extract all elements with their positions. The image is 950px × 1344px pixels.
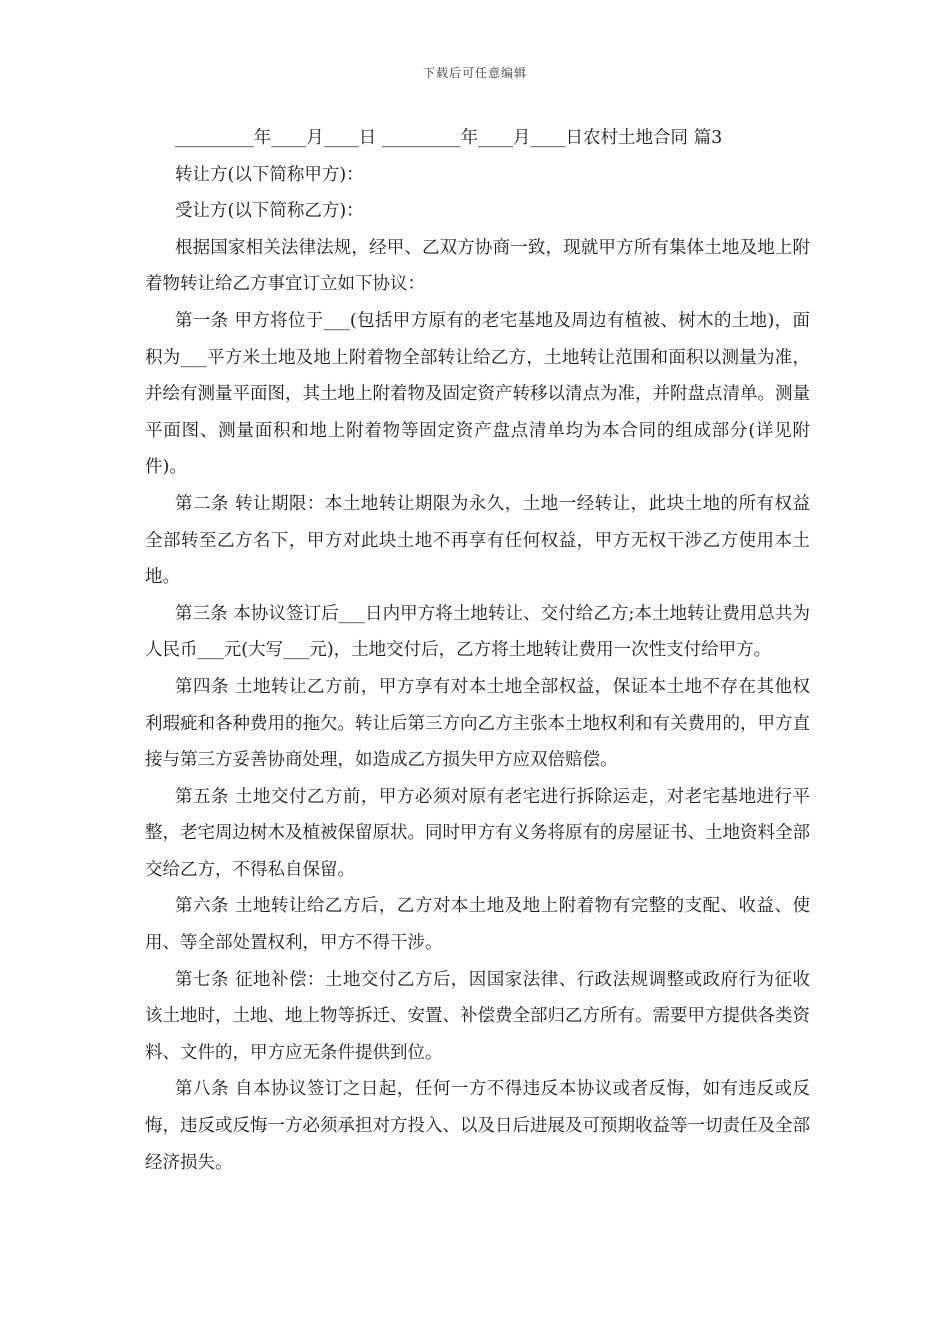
header-note: 下载后可任意编辑 [422, 66, 527, 80]
document-body [145, 120, 810, 1181]
article-6: 第六条 土地转让给乙方后，乙方对本土地及地上附着物有完整的支配、收益、使用、等全部处置权利，甲方不得干涉。 [145, 896, 810, 954]
document-title: _________年____月____日 _________年____月____日农村土地合同 篇3 [175, 128, 723, 148]
preamble-paragraph: 根据国家相关法律法规，经甲、乙双方协商一致，现就甲方所有集体土地及地上附着物转让给乙方事宜订立如下协议： [145, 237, 810, 295]
article-3: 第三条 本协议签订后___日内甲方将土地转让、交付给乙方;本土地转让费用总共为人民币___元(大写___元)，土地交付后，乙方将土地转让费用一次性支付给甲方。 [145, 603, 810, 661]
article-7: 第七条 征地补偿：土地交付乙方后，因国家法律、行政法规调整或政府行为征收该土地时，土地、地上物等拆迁、安置、补偿费全部归乙方所有。需要甲方提供各类资料、文件的，甲方应无条件提供到位。 [145, 969, 810, 1063]
party-a-line: 转让方(以下简称甲方)： [175, 164, 364, 185]
article-4: 第四条 土地转让乙方前，甲方享有对本土地全部权益，保证本土地不存在其他权利瑕疵和各种费用的拖欠。转让后第三方向乙方主张本土地权利和有关费用的，甲方直接与第三方妥善协商处理，如造成乙方损失甲方应双倍赔偿。 [145, 676, 810, 771]
article-8: 第八条 自本协议签订之日起，任何一方不得违反本协议或者反悔，如有违反或反悔，违反或反悔一方必须承担对方投入、以及日后进展及可预期收益等一切责任及全部经济损失。 [145, 1079, 810, 1173]
article-1: 第一条 甲方将位于___(包括甲方原有的老宅基地及周边有植被、树木的土地)，面积为___平方米土地及地上附着物全部转让给乙方，土地转让范围和面积以测量为准，并绘有测量平面图，其土地上附着物及固定资产转移以清点为准，并附盘点清单。测量平面图、测量面积和地上附着物等固定资产盘点清单均为本合同的组成部分(详见附件)。 [145, 310, 810, 478]
party-b-line: 受让方(以下简称乙方)： [175, 201, 364, 222]
article-5: 第五条 土地交付乙方前，甲方必须对原有老宅进行拆除运走，对老宅基地进行平整，老宅周边树木及植被保留原状。同时甲方有义务将原有的房屋证书、土地资料全部交给乙方，不得私自保留。 [145, 786, 810, 880]
article-2: 第二条 转让期限：本土地转让期限为永久，土地一经转让，此块土地的所有权益全部转至乙方名下，甲方对此块土地不再享有任何权益，甲方无权干涉乙方使用本土地。 [145, 493, 810, 588]
